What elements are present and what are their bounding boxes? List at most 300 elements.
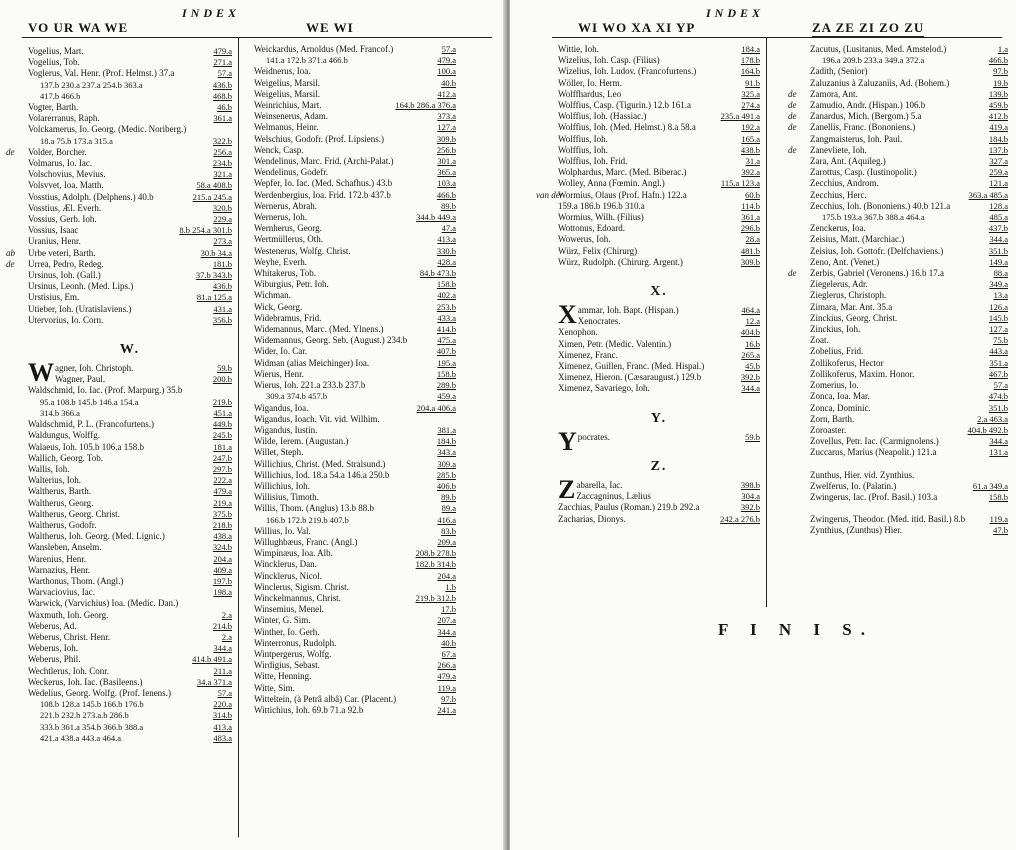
index-entry: [28, 102, 232, 113]
index-entry: [788, 88, 1008, 100]
page-reference: 192.a: [741, 122, 760, 133]
index-entry: [28, 464, 232, 475]
entry-name: 196.a 209.b 233.a 349.a 372.a: [822, 55, 925, 66]
name-particle: de: [788, 144, 797, 155]
entry-name: Walterius, Ioh.: [28, 475, 82, 486]
entry-name: Wolley, Anna (Fœmin. Angl.): [558, 178, 665, 189]
page-reference: 289.b: [436, 380, 456, 391]
page-reference: 301.a: [437, 156, 456, 167]
index-entry: [254, 559, 456, 570]
index-entry: [558, 145, 760, 156]
entry-name: Widemannus, Marc. (Med. Ylnens.): [254, 324, 384, 335]
index-entry: [28, 598, 232, 609]
page-reference: 181.a: [213, 441, 232, 452]
entry-name: 166.b 172.b 219.b 407.b: [266, 514, 349, 525]
entry-name: Zwingerus, Iac. (Prof. Basil.) 103.a: [810, 491, 938, 502]
entry-name: Willis, Thom. (Anglus) 13.b 88.b: [254, 503, 374, 514]
index-entry: [254, 201, 456, 212]
page-reference: 402.a: [437, 290, 456, 301]
page-reference: 322.b: [212, 135, 232, 146]
index-entry: [254, 503, 456, 514]
page-reference: 46.b: [217, 102, 232, 113]
page-reference: 351.b: [988, 245, 1008, 256]
entry-name: Zaccagninus, Lælius: [576, 491, 651, 502]
index-entry: [810, 324, 1008, 335]
entry-name: Vossius, Isaac: [28, 225, 79, 236]
entry-name: 309.a 374.b 457.b: [266, 391, 328, 402]
index-entry: [558, 122, 760, 133]
entry-name: Würz, Felix (Chirurg): [558, 245, 638, 256]
entry-name: Zollikoferus, Hector: [810, 357, 884, 368]
index-entry: [28, 158, 232, 169]
entry-name: Walaeus, Ioh. 105.b 106.a 158.b: [28, 441, 145, 452]
index-entry: [254, 190, 456, 201]
page-reference: 330.b: [436, 245, 456, 256]
entry-name: Wallich, Georg. Tob.: [28, 452, 104, 463]
entry-name: Zuccarus, Marius (Neapolit.) 121.a: [810, 447, 937, 458]
page-reference: 59.b: [745, 431, 760, 442]
page-reference: 481.b: [740, 245, 760, 256]
index-entry: [254, 627, 456, 638]
page-reference: 467.b: [988, 368, 1008, 379]
index-entry: [558, 234, 760, 245]
page-reference: 351.a: [989, 357, 1008, 368]
page-reference: 449.b: [212, 419, 232, 430]
page-reference: 184.a: [741, 44, 760, 54]
entry-name: Volarerranus, Raph.: [28, 113, 100, 124]
drop-capital: W: [28, 358, 54, 388]
entry-name: 417.b 466.b: [40, 90, 81, 101]
page-reference: 31.a: [745, 156, 760, 167]
entry-name: Wagner, Ioh. Christoph.: [28, 358, 134, 388]
page-reference: 428.a: [437, 256, 456, 267]
index-entry: [254, 257, 456, 268]
entry-name: Wolffius, Ioh. (Med. Helmst.) 8.a 58.a: [558, 122, 696, 133]
index-entry: [558, 44, 760, 55]
index-entry: [254, 145, 456, 156]
page-reference: 229.a: [213, 214, 232, 225]
page-reference: 375.b: [212, 508, 232, 519]
index-entry: [558, 100, 760, 111]
page-reference: 165.a: [741, 133, 760, 144]
index-entry: [558, 246, 760, 257]
entry-name: Zeisius, Ioh. Gottofr. (Delfchaviens.): [810, 245, 944, 256]
page-reference: 184.b: [988, 133, 1008, 144]
entry-name: Ximenez, Savariego, Ioh.: [558, 383, 650, 394]
page-reference: 436.b: [212, 281, 232, 292]
page-reference: 34.a 371.a: [196, 676, 232, 687]
entry-name: Wepfer, Io. Iac. (Med. Schafhus.) 43.b: [254, 178, 393, 189]
column-head-right-2: ZA ZE ZI ZO ZU: [812, 20, 925, 35]
finis-label: F I N I S.: [718, 620, 874, 639]
page-reference: 214.b: [212, 620, 232, 631]
entry-name: Winclerus, Sigism. Christ.: [254, 581, 349, 592]
page-reference: 459.a: [437, 391, 456, 402]
index-entry: [810, 190, 1008, 201]
spacer: [558, 395, 760, 406]
index-entry: [28, 91, 232, 102]
page-reference: 416.a: [437, 514, 456, 525]
page-reference: 327.a: [989, 156, 1008, 167]
index-entry: [810, 78, 1008, 89]
entry-name: Ursinus, Leonh. (Med. Lips.): [28, 281, 134, 292]
entry-name: Vogelius, Tob.: [28, 57, 80, 68]
index-entry: [254, 89, 456, 100]
index-entry: [28, 397, 232, 408]
entry-name: Wittichius, Ioh. 69.b 71.a 92.b: [254, 704, 364, 715]
index-entry: [28, 169, 232, 180]
entry-name: Wöller, Io. Herm.: [558, 77, 622, 88]
page-reference: 181.b: [212, 258, 232, 269]
index-entry: [254, 694, 456, 705]
entry-name: Wierus, Ioh. 221.a 233.b 237.b: [254, 380, 366, 391]
page-reference: 479.a: [437, 55, 456, 66]
entry-name: Wimpinæus, Ioa. Alb.: [254, 548, 333, 559]
index-entry: [28, 453, 232, 464]
index-entry: [28, 554, 232, 565]
page-reference: 241.a: [437, 704, 456, 715]
entry-name: Wendelinus, Godefr.: [254, 167, 329, 178]
section-letter: W.: [119, 342, 141, 358]
page-reference: 47.a: [441, 223, 456, 234]
entry-name: Wenck, Casp.: [254, 144, 304, 155]
page-reference: 178.b: [740, 55, 760, 66]
index-entry: [28, 315, 232, 326]
page-reference: 392.b: [740, 372, 760, 383]
page-reference: 438.a: [213, 531, 232, 542]
index-entry: [254, 290, 456, 301]
entry-name: Willet, Steph.: [254, 447, 304, 458]
index-entry: [254, 66, 456, 77]
index-entry: [254, 100, 456, 111]
page-reference: 253.b: [436, 301, 456, 312]
page-reference: 149.a: [989, 256, 1008, 267]
page-reference: 204.a 406.a: [416, 402, 456, 413]
page-reference: 273.a: [213, 236, 232, 247]
name-particle: de: [788, 268, 797, 279]
page-reference: 219.b 312.b: [415, 592, 456, 603]
entry-name: Urrea, Pedro, Redeg.: [28, 258, 104, 269]
entry-name: Witte, Sim.: [254, 682, 295, 693]
entry-name: Zonca, Dominic.: [810, 402, 871, 413]
entry-name: Utervorius, Io. Corn.: [28, 314, 104, 325]
entry-name: Zeno, Ant. (Venet.): [810, 256, 880, 267]
entry-name: Zamora, Ant.: [810, 88, 858, 99]
entry-name: Zomerius, Io.: [810, 380, 859, 391]
entry-name: Willichius, Christ. (Med. Stralsund.): [254, 458, 386, 469]
page-reference: 349.a: [989, 279, 1008, 290]
name-particle: de: [788, 122, 797, 133]
index-entry: [254, 526, 456, 537]
entry-name: Zacchias, Paulus (Roman.) 219.b 292.a: [558, 502, 700, 513]
entry-name: Wowerus, Ioh.: [558, 234, 611, 245]
index-entry: [810, 134, 1008, 145]
entry-name: Wendelinus, Marc. Frid. (Archi-Palat.): [254, 156, 394, 167]
entry-name: Weberus, Ad.: [28, 620, 77, 631]
page-reference: 103.a: [437, 178, 456, 189]
page-reference: 220.a: [213, 699, 232, 710]
page-reference: 309.b: [740, 256, 760, 267]
entry-name: Wormius, Olaus (Prof. Hafn.) 122.a: [558, 189, 687, 200]
page-reference: 436.b: [212, 79, 232, 90]
drop-capital: Z: [558, 474, 576, 504]
index-entry: [28, 576, 232, 587]
entry-name: Volckamerus, Io. Georg. (Medic. Noriberg.): [28, 124, 187, 135]
page-reference: 259.a: [989, 167, 1008, 178]
index-entry: [28, 68, 232, 79]
page-reference: 381.a: [437, 424, 456, 435]
column-head-left-2: WE WI: [306, 20, 354, 35]
column-head-left-1: VO UR WA WE: [28, 20, 129, 35]
page-reference: 2.a: [221, 609, 232, 620]
index-entry: [558, 89, 760, 100]
page-reference: 344.a: [989, 436, 1008, 447]
page-reference: 413.a: [213, 721, 232, 732]
entry-name: Ursinus, Ioh. (Gall.): [28, 270, 101, 281]
entry-name: Winckelmannus, Christ.: [254, 592, 341, 603]
page-reference: 57.a: [217, 68, 232, 79]
page-reference: 324.b: [212, 542, 232, 553]
page-reference: 412.a: [437, 88, 456, 99]
entry-name: Zaluzanius à Zaluzaniis, Ad. (Bohem.): [810, 77, 950, 88]
running-head-left: INDEX: [182, 6, 241, 20]
spacer: [810, 459, 1008, 470]
column-head-right-1: WI WO XA XI YP: [578, 20, 696, 35]
entry-name: 137.b 230.a 237.a 254.b 363.a: [40, 79, 143, 90]
name-particle: de: [788, 111, 797, 122]
page-reference: 344.b 449.a: [416, 212, 456, 223]
page-reference: 158.b: [988, 491, 1008, 502]
index-entry: [254, 178, 456, 189]
page-reference: 89.b: [441, 200, 456, 211]
entry-name: Wick, Georg.: [254, 301, 303, 312]
entry-name: Zacharias, Dionys.: [558, 513, 626, 524]
page-reference: 219.a: [213, 497, 232, 508]
entry-name: Wiburgius, Petr. Ioh.: [254, 279, 329, 290]
index-entry: [788, 111, 1008, 122]
entry-name: Xenophon.: [558, 327, 598, 338]
page-reference: 57.a: [441, 44, 456, 54]
index-entry: [810, 223, 1008, 234]
index-entry: [558, 372, 760, 383]
entry-name: Wolffius, Ioh.: [558, 133, 608, 144]
spacer: [810, 503, 1008, 514]
page-reference: 100.a: [437, 66, 456, 77]
page-reference: 215.a 245.a: [192, 191, 232, 202]
entry-name: Wolffhardus, Leo: [558, 88, 622, 99]
entry-name: Urbe veteri, Barth.: [28, 247, 96, 258]
page-reference: 75.b: [993, 335, 1008, 346]
entry-name: Waltherus, Georg.: [28, 497, 94, 508]
index-entry: [254, 481, 456, 492]
entry-name: Zinckius, Georg. Christ.: [810, 312, 898, 323]
section-letter: Y.: [650, 410, 668, 426]
entry-name: Wechtlerus, Ioh. Conr.: [28, 665, 110, 676]
index-entry: [28, 192, 232, 203]
page-reference: 195.a: [437, 357, 456, 368]
entry-name: Warwick, (Varvichius) Ioa. (Medic. Dan.): [28, 598, 179, 609]
entry-name: Vogter, Barth.: [28, 102, 79, 113]
page-reference: 437.b: [988, 223, 1008, 234]
index-entry: [28, 292, 232, 303]
entry-name: 421.a 438.a 443.a 464.a: [40, 732, 121, 743]
index-entry: [254, 470, 456, 481]
entry-name: 175.b 193.a 367.b 388.a 464.a: [822, 212, 925, 223]
index-entry: [810, 525, 1008, 536]
entry-name: Urstisius, Em.: [28, 292, 80, 303]
page-reference: 459.b: [988, 100, 1008, 111]
running-head-right: INDEX: [706, 6, 765, 20]
page-reference: 131.a: [989, 447, 1008, 458]
entry-name: Widman (alias Meichinger) Ioa.: [254, 357, 370, 368]
index-entry: [28, 304, 232, 315]
page-reference: 479.a: [213, 486, 232, 497]
page-reference: 115.a 123.a: [720, 178, 760, 189]
page-reference: 219.b: [212, 396, 232, 407]
entry-name: Ypocrates.: [558, 426, 611, 456]
index-entry: [28, 80, 232, 91]
entry-name: Wigandus, Ioach. Vit. vid. Wilhim.: [254, 413, 380, 424]
entry-name: Weberus, Ioh.: [28, 643, 79, 654]
entry-name: Wincklerus, Dan.: [254, 559, 317, 570]
entry-name: Zecchius, Herc.: [810, 189, 867, 200]
page-reference: 61.a 349.a: [972, 480, 1008, 491]
page-reference: 297.b: [212, 463, 232, 474]
drop-capital: X: [558, 300, 577, 330]
entry-name: Zwingerus, Theodor. (Med. itid. Basil.) 8.b: [810, 514, 966, 525]
entry-name: Weinsenerus, Adam.: [254, 111, 329, 122]
index-entry: [558, 178, 760, 189]
entry-name: Zerbis, Gabriel (Veronens.) 16.b 17.a: [810, 268, 944, 279]
index-entry: [558, 426, 760, 456]
entry-name: Warenius, Henr.: [28, 553, 87, 564]
entry-name: Winter, G. Sim.: [254, 615, 311, 626]
index-entry: [558, 55, 760, 66]
index-column-left-1: [6, 46, 232, 744]
head-rule-left: [22, 37, 492, 38]
page-reference: 40.b: [441, 637, 456, 648]
page-reference: 356.b: [212, 314, 232, 325]
entry-name: Waltherus, Ioh. Georg. (Med. Lignic.): [28, 531, 165, 542]
page-reference: 464.a: [741, 305, 760, 316]
entry-name: Wertmüllerus, Oth.: [254, 234, 324, 245]
entry-name: Zorn, Barth.: [810, 413, 855, 424]
entry-name: Vosstius, Adolph. (Delphens.) 40.b: [28, 191, 154, 202]
drop-capital: Y: [558, 426, 577, 456]
entry-name: Wirdigius, Sebast.: [254, 660, 320, 671]
index-entry: [810, 380, 1008, 391]
page-reference: 59.b: [217, 363, 232, 374]
entry-name: 333.b 361.a 354.b 366.b 388.a: [40, 721, 144, 732]
index-entry: [28, 430, 232, 441]
index-entry: [28, 236, 232, 247]
page-reference: 479.a: [437, 671, 456, 682]
entry-name: Uranius, Henr.: [28, 236, 81, 247]
entry-name: Welschius, Godofr. (Prof. Lipsiens.): [254, 133, 385, 144]
entry-name: Wichman.: [254, 290, 291, 301]
entry-name: Winsemius, Menel.: [254, 604, 324, 615]
index-entry: [254, 447, 456, 458]
entry-name: Widemannus, Georg. Seb. (August.) 234.b: [254, 335, 408, 346]
page-reference: 16.b: [745, 338, 760, 349]
page-reference: 344.a: [437, 626, 456, 637]
page-reference: 443.a: [989, 346, 1008, 357]
page-reference: 2.a: [221, 631, 232, 642]
entry-name: Zunthus, Hier. vid. Zynthius.: [810, 469, 915, 480]
entry-name: Wizelius, Ioh. Ludov. (Francofurtens.): [558, 66, 697, 77]
entry-name: Zanellis, Franc. (Bononiens.): [810, 122, 916, 133]
page-reference: 468.b: [212, 90, 232, 101]
index-entry: [558, 361, 760, 372]
index-entry: [28, 722, 232, 733]
index-entry: [558, 111, 760, 122]
index-entry: [558, 350, 760, 361]
page-reference: 363.a 485.a: [968, 189, 1008, 200]
page-reference: 145.b: [988, 312, 1008, 323]
page-reference: 89.a: [441, 503, 456, 514]
entry-name: 159.a 186.b 196.b 310.a: [558, 200, 645, 211]
index-entry: [254, 134, 456, 145]
index-entry: [810, 290, 1008, 301]
page-reference: 207.a: [437, 615, 456, 626]
index-entry: [558, 212, 760, 223]
index-entry: [558, 78, 760, 89]
page-reference: 242.a 276.b: [720, 513, 760, 524]
entry-name: Westenerus, Wolfg. Christ.: [254, 245, 351, 256]
entry-name: Wansleben, Anselm.: [28, 542, 102, 553]
entry-name: Wilde, Ierem. (Augustan.): [254, 436, 349, 447]
page-reference: 247.b: [212, 452, 232, 463]
entry-name: Weickardus, Arnoldus (Med. Francof.): [254, 44, 394, 54]
page-reference: 274.a: [741, 100, 760, 111]
page-reference: 344.a: [741, 383, 760, 394]
name-particle: de: [6, 146, 15, 157]
entry-name: Xammar, Ioh. Bapt. (Hispan.): [558, 300, 679, 330]
page-reference: 204.a: [213, 553, 232, 564]
index-entry: [558, 339, 760, 350]
index-entry: [558, 316, 760, 327]
index-entry: [254, 593, 456, 604]
page-reference: 97.b: [441, 693, 456, 704]
index-entry: [254, 660, 456, 671]
spacer: [28, 326, 232, 337]
entry-name: Ximenez, Hieron. (Cæsaraugust.) 129.b: [558, 372, 702, 383]
entry-name: Ximenez, Guillen, Franc. (Med. Hispal.): [558, 361, 705, 372]
page-reference: 81.a 125.a: [196, 292, 232, 303]
entry-name: Ziegelerus, Adr.: [810, 279, 868, 290]
spacer: [558, 268, 760, 279]
index-entry: [254, 335, 456, 346]
index-entry: [28, 688, 232, 699]
page-reference: 404.b: [740, 327, 760, 338]
entry-name: Würz, Rudolph. (Chirurg. Argent.): [558, 256, 683, 267]
page-reference: 8.b 254.a 301.b: [179, 225, 232, 236]
entry-name: Weberus, Phil.: [28, 654, 81, 665]
entry-name: Waldschmid, Io. Iac. (Prof. Marpurg.) 35.b: [28, 385, 183, 396]
index-entry: [28, 643, 232, 654]
page-reference: 119.a: [437, 682, 456, 693]
page-reference: 406.b: [436, 480, 456, 491]
page-reference: 344.a: [989, 234, 1008, 245]
index-entry: [254, 324, 456, 335]
index-entry: [788, 100, 1008, 111]
page-reference: 414.b 491.a: [192, 654, 232, 665]
page-reference: 266.a: [437, 660, 456, 671]
entry-name: Zadith, (Senior): [810, 66, 868, 77]
page-reference: 67.a: [441, 648, 456, 659]
index-entry: [28, 124, 232, 135]
index-entry: [28, 136, 232, 147]
